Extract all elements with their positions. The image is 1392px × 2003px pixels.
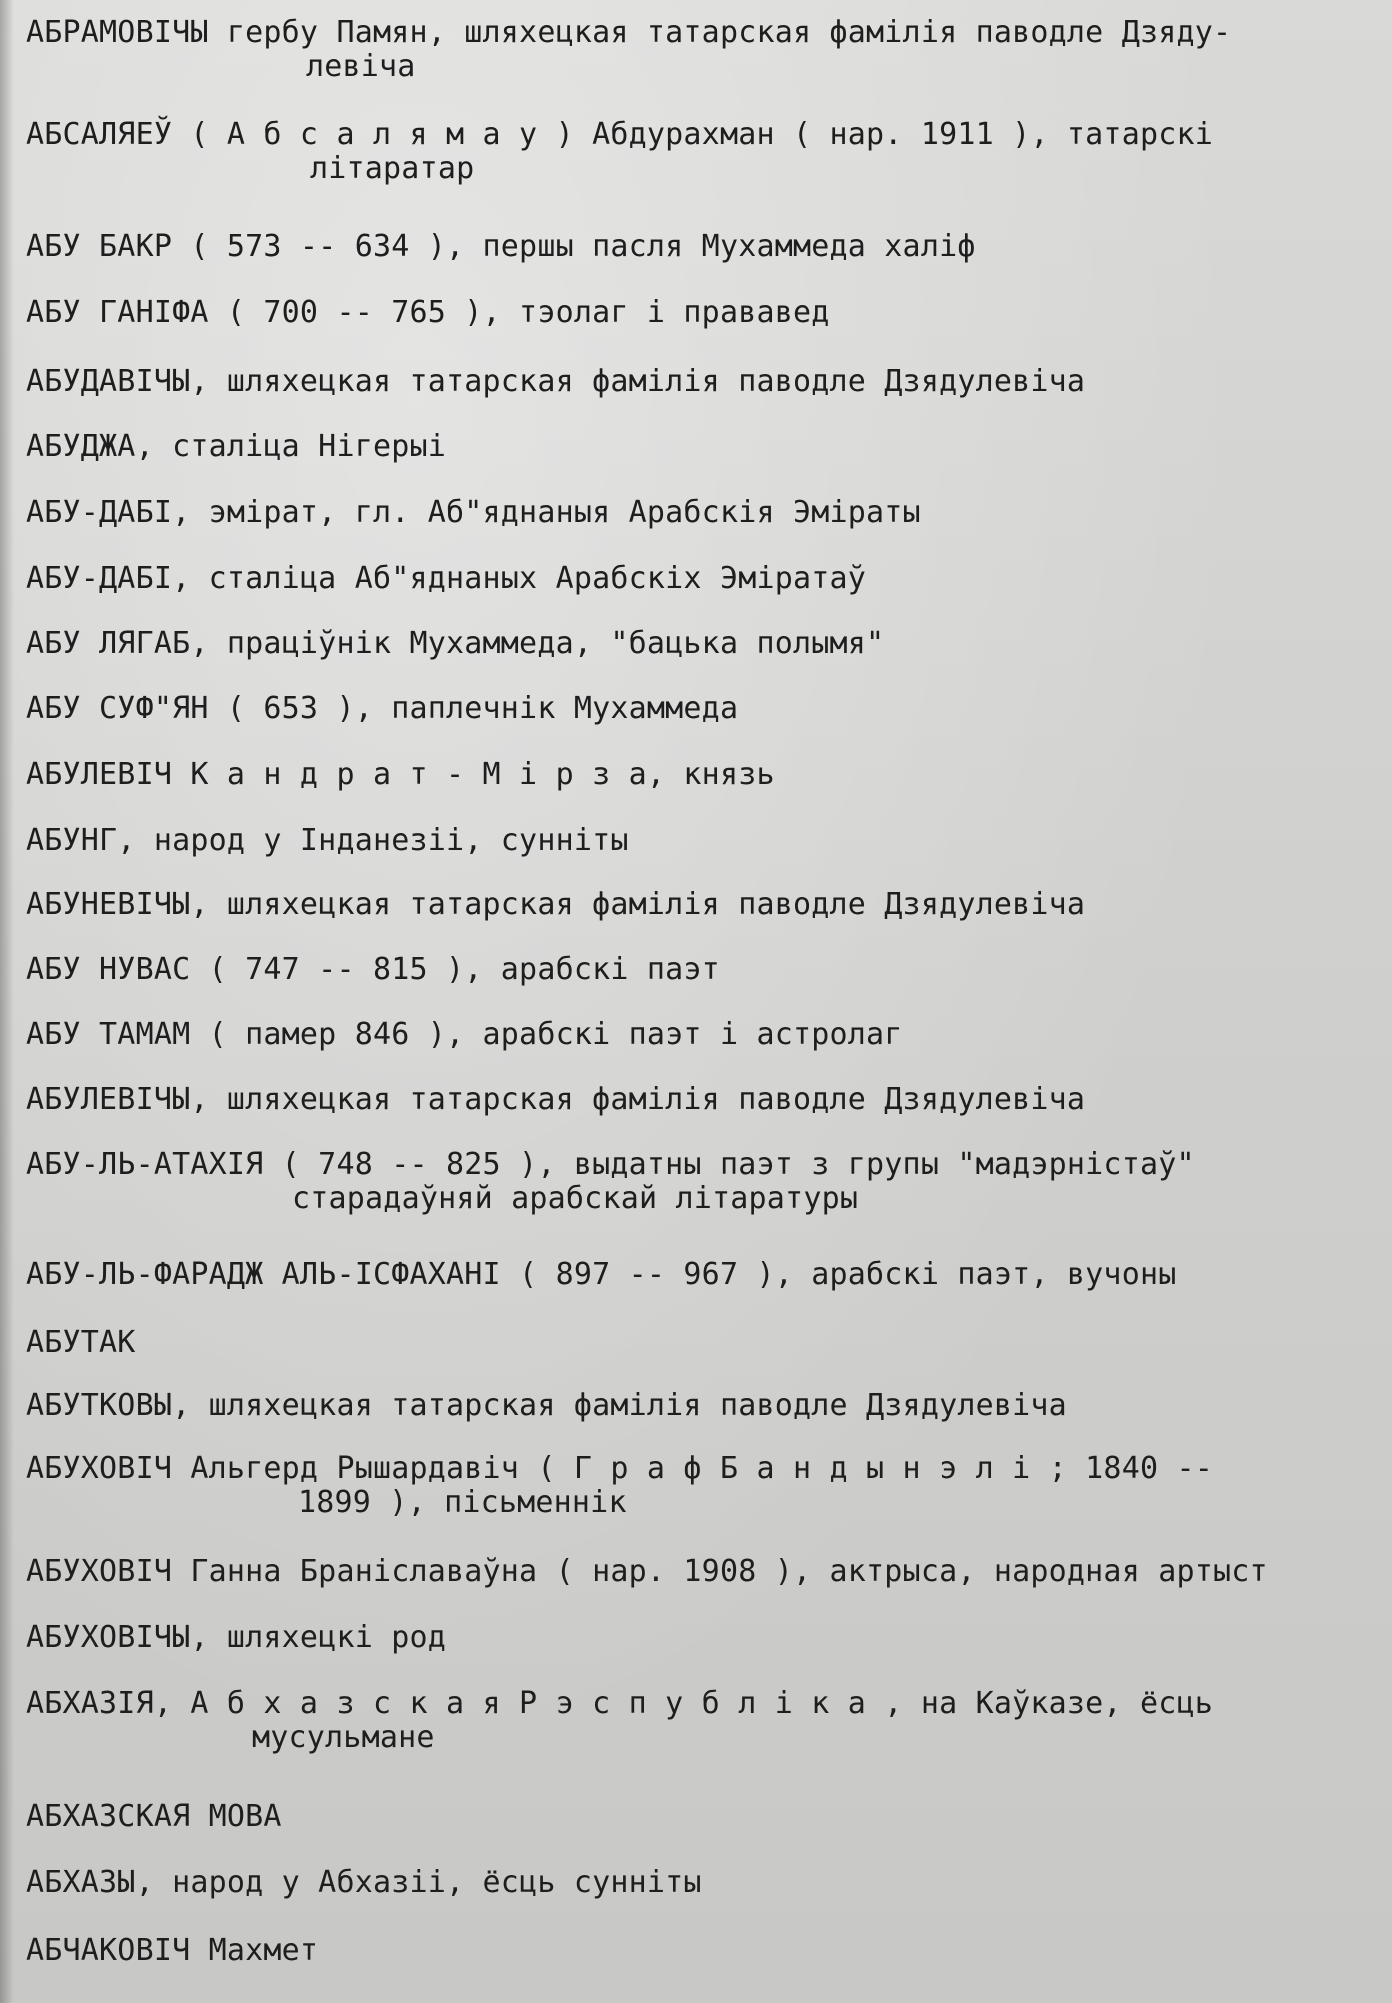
entry-19 bbox=[26, 1389, 1376, 1423]
entry-text: АБУ-ЛЬ-АТАХІЯ ( 748 -- 825 ), выдатны паэт з групы "мадэрністаў" bbox=[26, 1147, 1195, 1182]
entry-text: АБУХОВІЧЫ, шляхецкі род bbox=[26, 1620, 447, 1655]
entry-text: АБУДЖА, сталіца Нігерыі bbox=[26, 429, 447, 464]
entry-0 bbox=[26, 16, 1376, 84]
entry-continuation: літаратар bbox=[310, 151, 475, 186]
entry-continuation: старадаўняй арабскай літаратуры bbox=[292, 1181, 859, 1216]
entry-text: АБСАЛЯЕЎ ( А б с а л я м а у ) Абдурахман ( нар. 1911 ), татарскі bbox=[26, 117, 1213, 152]
entry-20 bbox=[26, 1452, 1376, 1520]
entry-text: АБУНГ, народ у Інданезіі, сунніты bbox=[26, 823, 629, 858]
entry-16 bbox=[26, 1148, 1376, 1216]
entry-15 bbox=[26, 1083, 1376, 1117]
entry-text: АБУ ТАМАМ ( памер 846 ), арабскі паэт і астролаг bbox=[26, 1017, 903, 1052]
entry-text: АБУ ГАНІФА ( 700 -- 765 ), тэолаг і прававед bbox=[26, 295, 830, 330]
entry-text: АБУ БАКР ( 573 -- 634 ), першы пасля Мухаммеда халіф bbox=[26, 229, 976, 264]
entry-6 bbox=[26, 496, 1376, 530]
entry-text: АБУЛЕВІЧ К а н д р а т - М і р з а, князь bbox=[26, 757, 775, 792]
entry-text: АБУХОВІЧ Ганна Браніславаўна ( нар. 1908 ), актрыса, народная артыст bbox=[26, 1554, 1268, 1589]
entry-8 bbox=[26, 627, 1376, 661]
entry-2 bbox=[26, 230, 1376, 264]
entry-13 bbox=[26, 953, 1376, 987]
entry-text: АБРАМОВІЧЫ гербу Памян, шляхецкая татарская фамілія паводле Дзяду- bbox=[26, 15, 1232, 50]
entry-text: АБУ-ЛЬ-ФАРАДЖ АЛЬ-ІСФАХАНІ ( 897 -- 967 ), арабскі паэт, вучоны bbox=[26, 1257, 1177, 1292]
entry-9 bbox=[26, 692, 1376, 726]
entry-10 bbox=[26, 758, 1376, 792]
entry-text: АБЧАКОВІЧ Махмет bbox=[26, 1933, 319, 1968]
entry-4 bbox=[26, 365, 1376, 399]
entry-18 bbox=[26, 1326, 1376, 1360]
entry-text: АБУ-ДАБІ, сталіца Аб"яднаных Арабскіх Эміратаў bbox=[26, 561, 867, 596]
entry-23 bbox=[26, 1687, 1376, 1755]
entry-continuation: 1899 ), пісьменнік bbox=[298, 1485, 627, 1520]
entry-text: АБУХОВІЧ Альгерд Рышардавіч ( Г р а ф Б а н д ы н э л і ; 1840 -- bbox=[26, 1451, 1213, 1486]
entry-text: АБУНЕВІЧЫ, шляхецкая татарская фамілія паводле Дзядулевіча bbox=[26, 887, 1086, 922]
entry-12 bbox=[26, 888, 1376, 922]
entry-continuation: мусульмане bbox=[252, 1720, 435, 1755]
entry-continuation: левіча bbox=[306, 49, 416, 84]
entry-text: АБХАЗСКАЯ МОВА bbox=[26, 1799, 282, 1834]
entry-11 bbox=[26, 824, 1376, 858]
entry-1 bbox=[26, 118, 1376, 186]
entry-7 bbox=[26, 562, 1376, 596]
entry-text: АБУЛЕВІЧЫ, шляхецкая татарская фамілія паводле Дзядулевіча bbox=[26, 1082, 1086, 1117]
entry-text: АБХАЗЫ, народ у Абхазіі, ёсць сунніты bbox=[26, 1865, 702, 1900]
entry-text: АБУ НУВАС ( 747 -- 815 ), арабскі паэт bbox=[26, 952, 720, 987]
entry-5 bbox=[26, 430, 1376, 464]
entry-text: АБУ СУФ"ЯН ( 653 ), паплечнік Мухаммеда bbox=[26, 691, 739, 726]
entry-25 bbox=[26, 1866, 1376, 1900]
entry-14 bbox=[26, 1018, 1376, 1052]
entry-26 bbox=[26, 1934, 1376, 1968]
entry-24 bbox=[26, 1800, 1376, 1834]
entry-21 bbox=[26, 1555, 1376, 1589]
entry-text: АБУТАК bbox=[26, 1325, 136, 1360]
entry-17 bbox=[26, 1258, 1376, 1292]
entry-text: АБУТКОВЫ, шляхецкая татарская фамілія паводле Дзядулевіча bbox=[26, 1388, 1067, 1423]
entry-text: АБУ-ДАБІ, эмірат, гл. Аб"яднаныя Арабскія Эміраты bbox=[26, 495, 921, 530]
entry-text: АБУДАВІЧЫ, шляхецкая татарская фамілія паводле Дзядулевіча bbox=[26, 364, 1086, 399]
entry-3 bbox=[26, 296, 1376, 330]
entry-text: АБХАЗІЯ, А б х а з с к а я Р э с п у б л і к а , на Каўказе, ёсць bbox=[26, 1686, 1213, 1721]
entry-22 bbox=[26, 1621, 1376, 1655]
entry-text: АБУ ЛЯГАБ, працiўнік Мухаммеда, "бацька полымя" bbox=[26, 626, 885, 661]
